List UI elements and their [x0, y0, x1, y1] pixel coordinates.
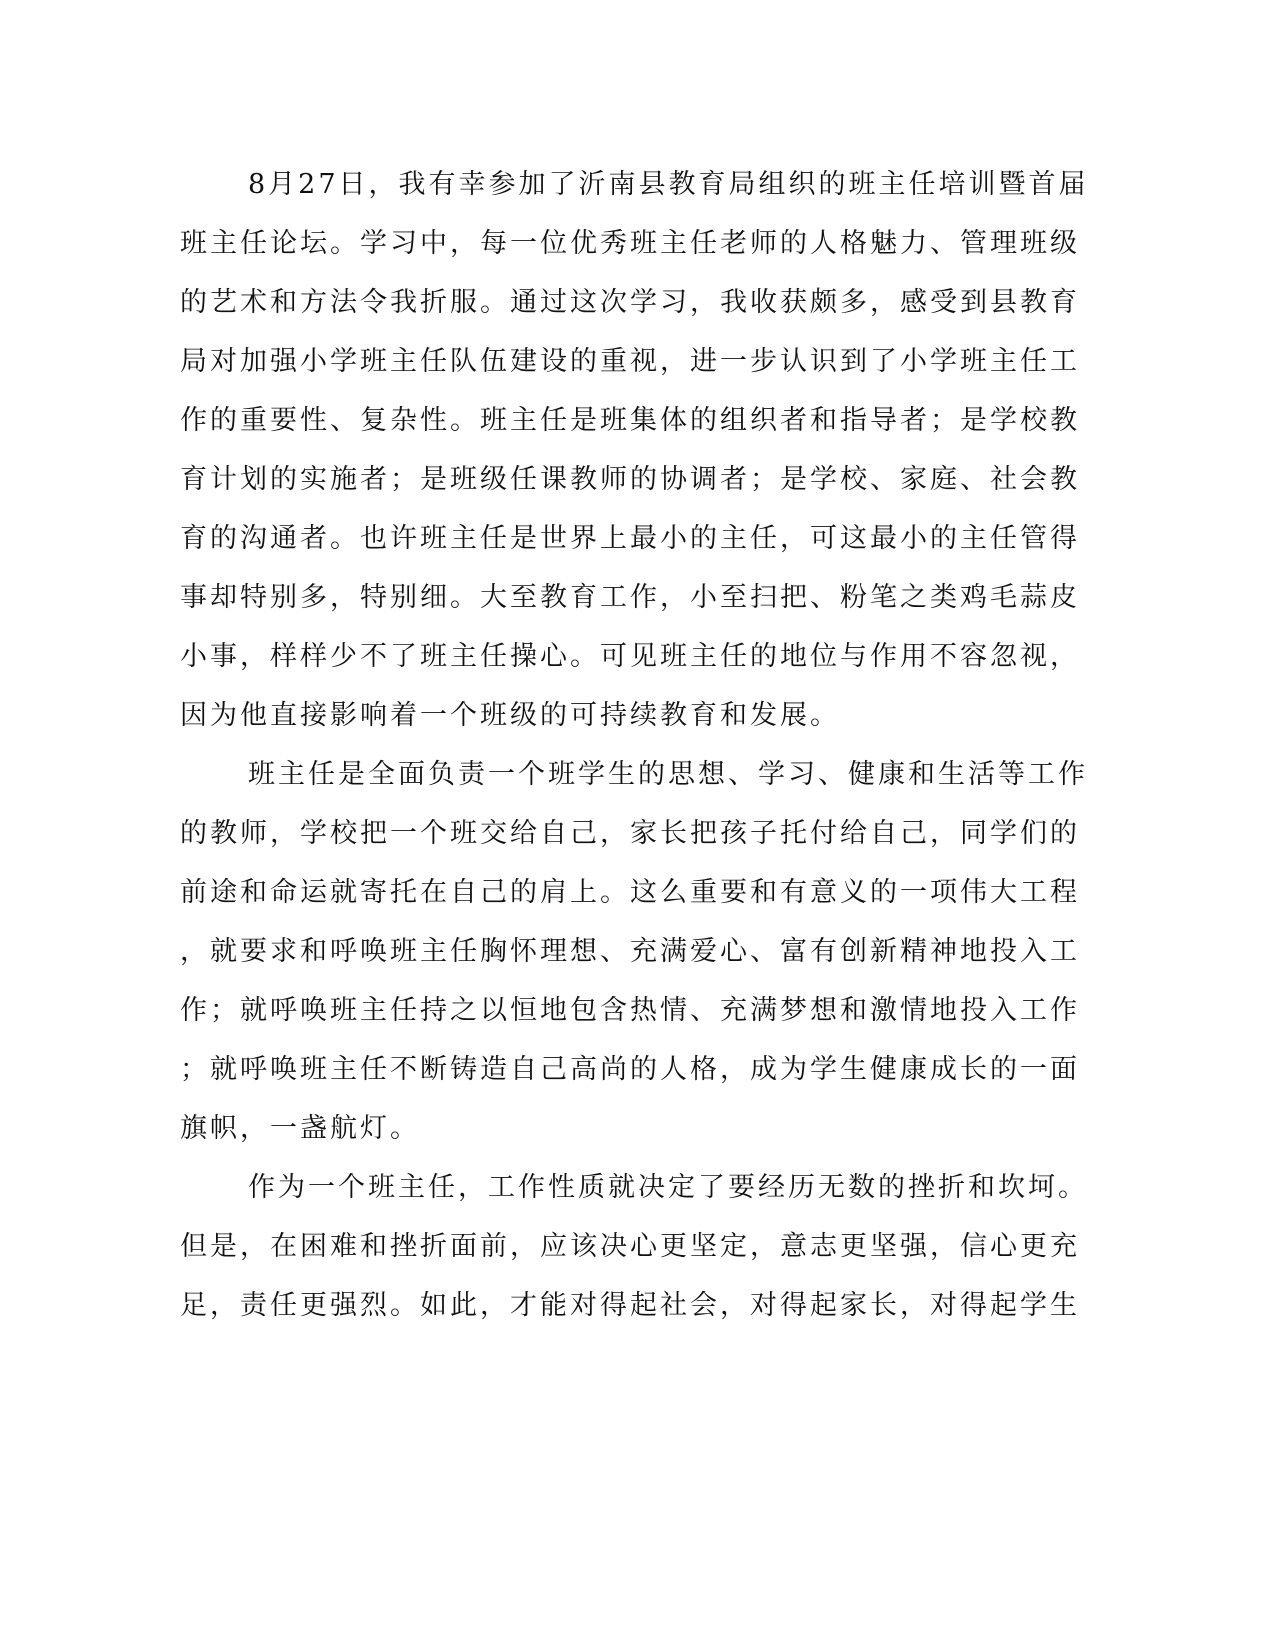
text-line: 局对加强小学班主任队伍建设的重视，进一步认识到了小学班主任工: [180, 346, 1080, 377]
paragraph-3: [180, 1158, 1088, 1335]
text-line: 事却特别多，特别细。大至教育工作，小至扫把、粉笔之类鸡毛蒜皮: [180, 582, 1080, 613]
document-body: [180, 155, 1089, 1335]
text-line: ；就呼唤班主任不断铸造自己高尚的人格，成为学生健康成长的一面: [180, 1054, 1080, 1085]
text-line: 但是，在困难和挫折面前，应该决心更坚定，意志更坚强，信心更充: [180, 1231, 1080, 1262]
text-line: 作；就呼唤班主任持之以恒地包含热情、充满梦想和激情地投入工作: [180, 995, 1080, 1026]
text-line: 作的重要性、复杂性。班主任是班集体的组织者和指导者；是学校教: [180, 405, 1080, 436]
text-line: ，就要求和呼唤班主任胸怀理想、充满爱心、富有创新精神地投入工: [180, 936, 1080, 967]
text-line: 作为一个班主任，工作性质就决定了要经历无数的挫折和坎坷。: [248, 1172, 1088, 1203]
text-line: 8月27日，我有幸参加了沂南县教育局组织的班主任培训暨首届: [248, 169, 1089, 200]
text-line: 育的沟通者。也许班主任是世界上最小的主任，可这最小的主任管得: [180, 523, 1080, 554]
text-line: 小事，样样少不了班主任操心。可见班主任的地位与作用不容忽视，: [180, 641, 1080, 672]
paragraph-2: [180, 745, 1088, 1158]
text-line: 足，责任更强烈。如此，才能对得起社会，对得起家长，对得起学生: [180, 1290, 1080, 1321]
paragraph-1: [180, 155, 1089, 745]
text-line: 的教师，学校把一个班交给自己，家长把孩子托付给自己，同学们的: [180, 818, 1080, 849]
text-line: 班主任是全面负责一个班学生的思想、学习、健康和生活等工作: [248, 759, 1088, 790]
text-line: 旗帜，一盏航灯。: [180, 1113, 420, 1144]
text-line: 育计划的实施者；是班级任课教师的协调者；是学校、家庭、社会教: [180, 464, 1080, 495]
text-line: 因为他直接影响着一个班级的可持续教育和发展。: [180, 700, 840, 731]
text-line: 前途和命运就寄托在自己的肩上。这么重要和有意义的一项伟大工程: [180, 877, 1080, 908]
text-line: 班主任论坛。学习中，每一位优秀班主任老师的人格魅力、管理班级: [180, 228, 1080, 259]
text-line: 的艺术和方法令我折服。通过这次学习，我收获颇多，感受到县教育: [180, 287, 1080, 318]
